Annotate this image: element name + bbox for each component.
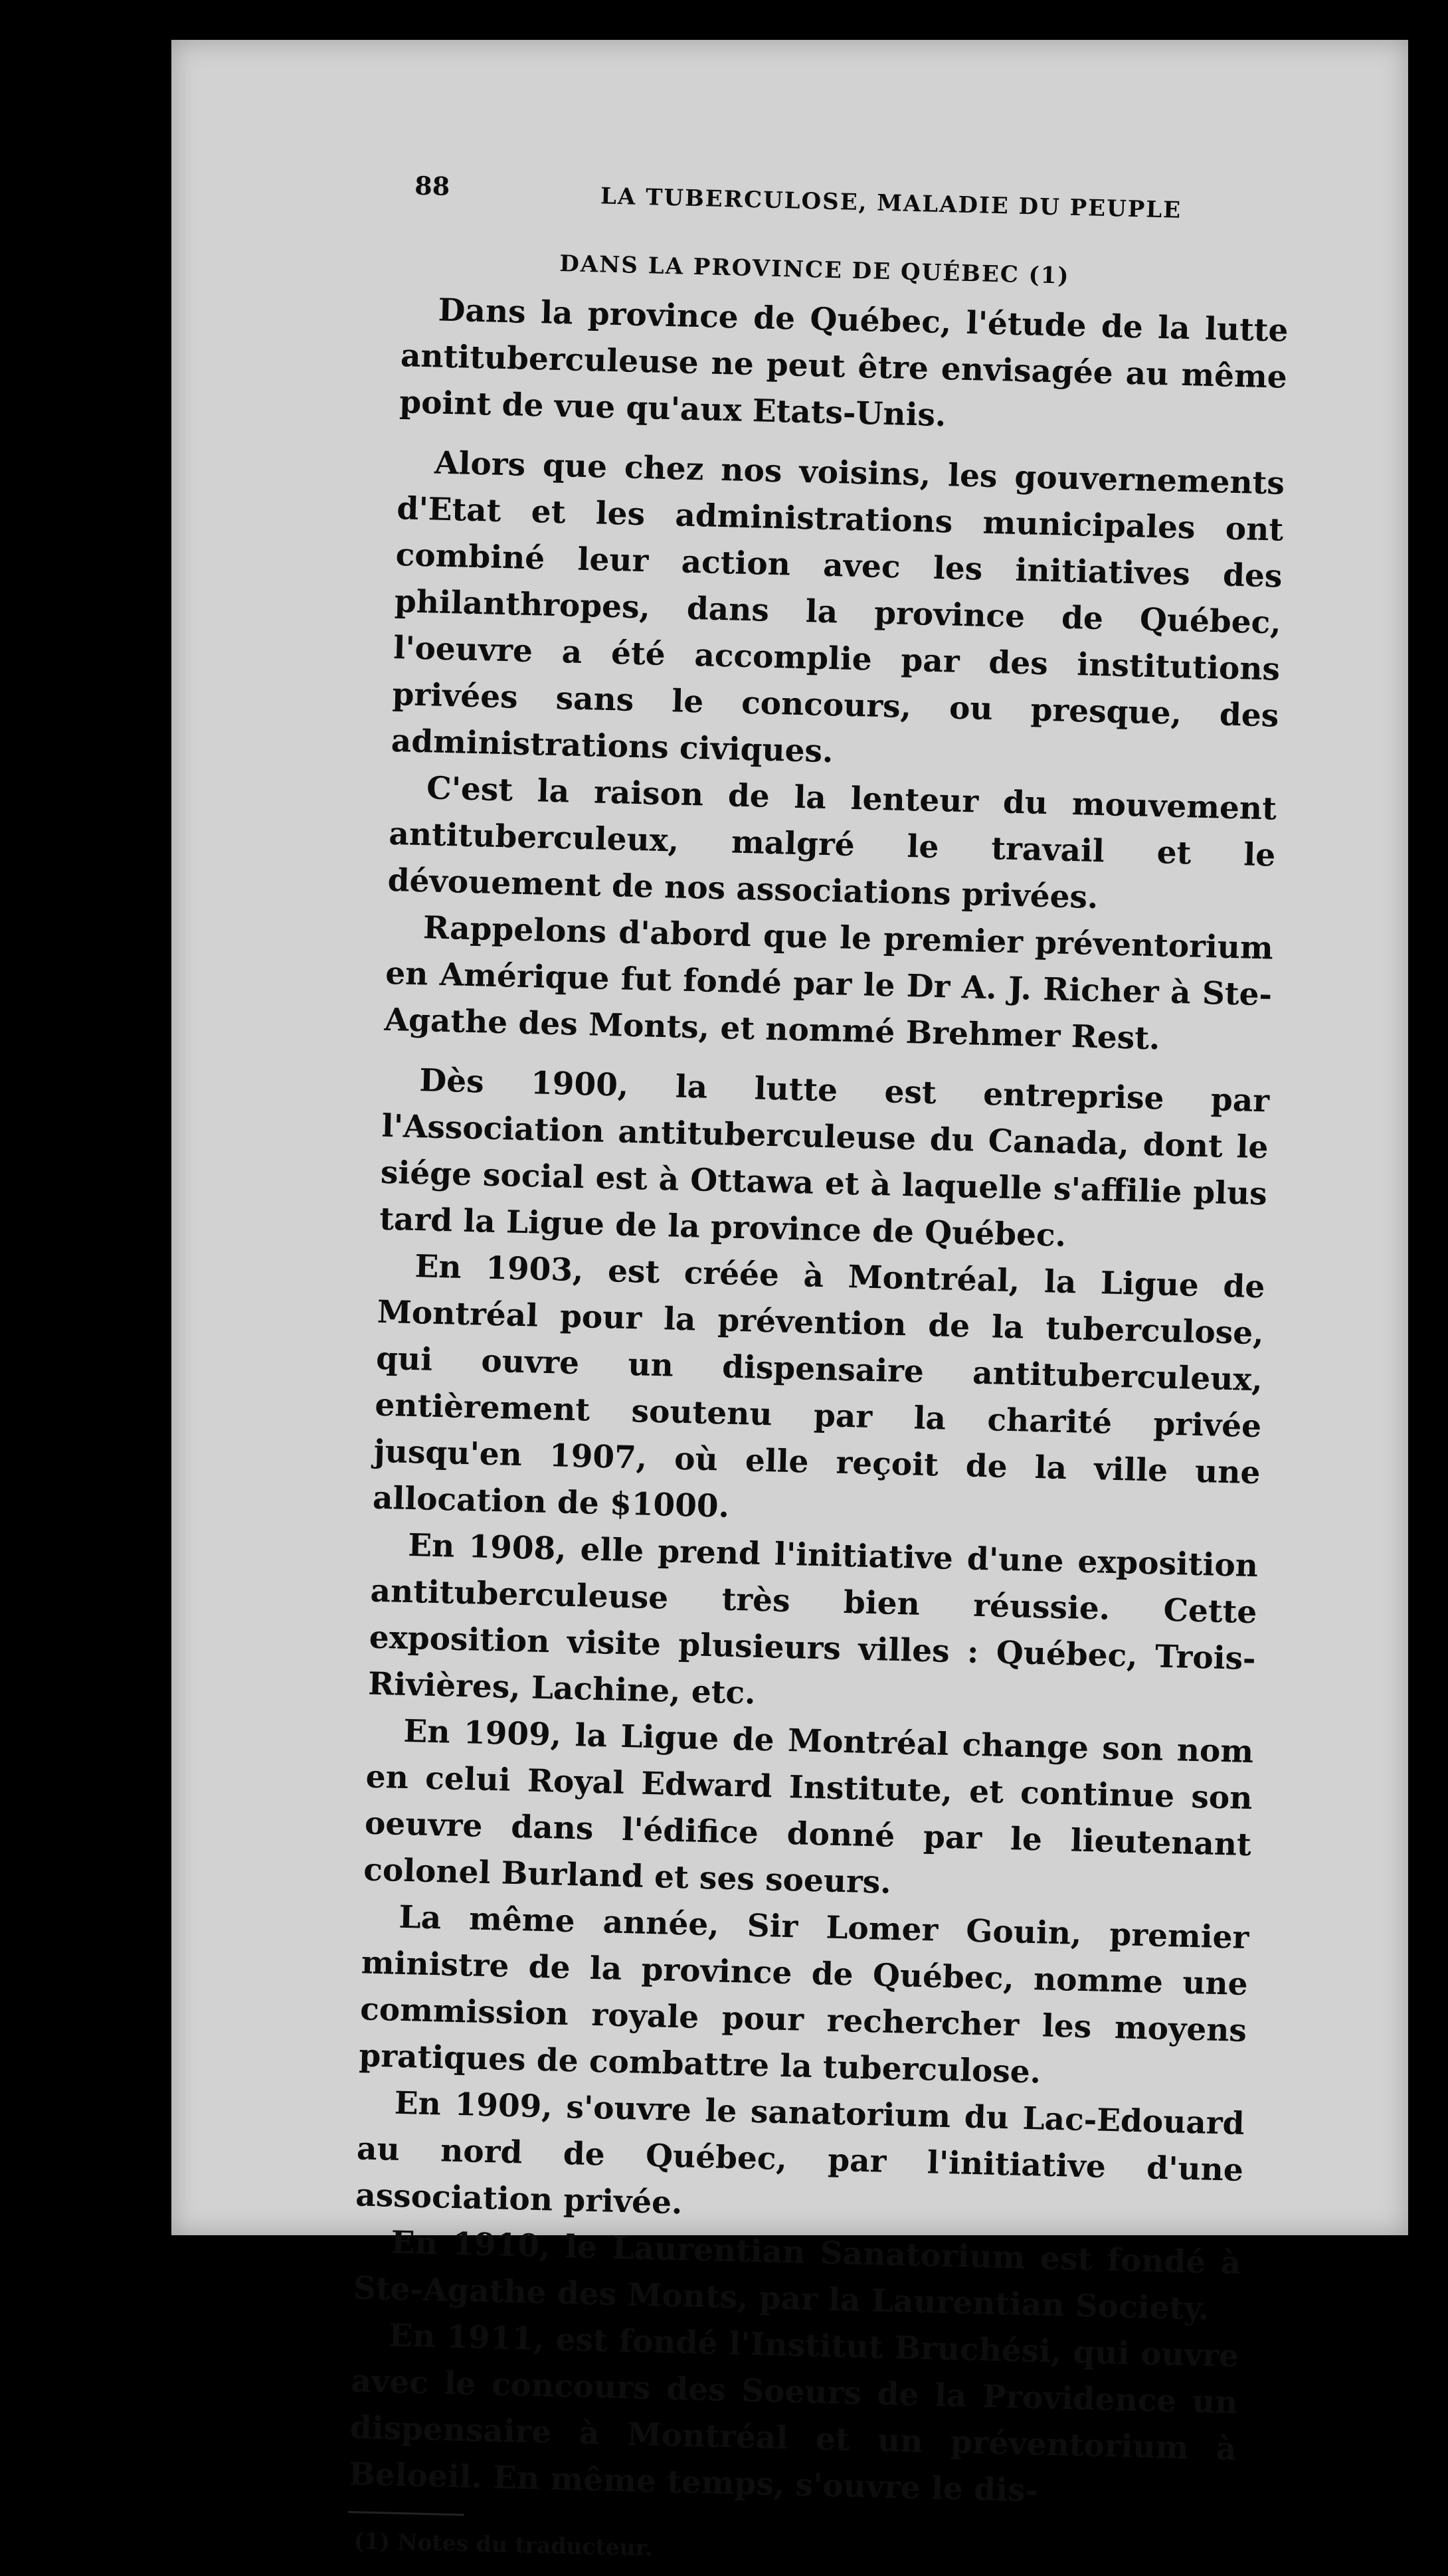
paragraph: En 1903, est créée à Montréal, la Ligue de Montréal pour la prévention de la tuberculose, qui ouvre un dispensaire antituberculeux, entièrement soutenu par la charité privée jusqu'en 1907, où elle reçoit de la ville une allocation de $1000.	[372, 1248, 1265, 1525]
paragraph: Alors que chez nos voisins, les gouvernements d'Etat et les administrations municipales ont combiné leur action avec les initiatives des philanthropes, dans la province de Québec, l'oeuvre a été accomplie par des institutions privées sans le concours, ou presque, des administrations civiques.	[391, 444, 1285, 771]
footnote-rule	[348, 2511, 464, 2516]
paragraph: En 1909, s'ouvre le sanatorium du Lac-Edouard au nord de Québec, par l'initiative d'une association privée.	[355, 2084, 1245, 2222]
scan-edge	[1411, 159, 1448, 2235]
paragraph: C'est la raison de la lenteur du mouvement antituberculeux, malgré le travail et le dévouement de nos associations privées.	[387, 770, 1277, 917]
footnote: (1) Notes du traducteur.	[353, 2528, 654, 2561]
body-text	[179, 282, 1309, 2520]
running-head: LA TUBERCULOSE, MALADIE DU PEUPLE	[600, 183, 1182, 224]
paragraph: En 1908, elle prend l'initiative d'une exposition antituberculeuse très bien réussie. Cette exposition visite plusieurs villes : Québec, Trois-Rivières, Lachine, etc.	[367, 1526, 1259, 1712]
page-number: 88	[414, 170, 450, 201]
paragraph: Dès 1900, la lutte est entreprise par l'Association antituberculeuse du Canada, dont le siége social est à Ottawa et à laquelle s'affilie plus tard la Ligue de la province de Québec.	[379, 1062, 1270, 1255]
paragraph: Dans la province de Québec, l'étude de la lutte antituberculeuse ne peut être envisagée au même point de vue qu'aux Etats-Unis.	[399, 292, 1289, 434]
section-title: DANS LA PROVINCE DE QUÉBEC (1)	[559, 250, 1070, 290]
page-content	[177, 166, 1311, 2576]
paragraph: La même année, Sir Lomer Gouin, premier ministre de la province de Québec, nomme une commission royale pour rechercher les moyens pratiques de combattre la tuberculose.	[358, 1898, 1249, 2091]
paragraph: En 1910, le Laurentian Sanatorium est fondé à Ste-Agathe des Monts, par la Laurentian Society.	[353, 2224, 1241, 2328]
paragraph: En 1909, la Ligue de Montréal change son nom en celui Royal Edward Institute, et continue son oeuvre dans l'édifice donné par le lieutenant colonel Burland et ses soeurs.	[363, 1712, 1254, 1901]
paragraph: Rappelons d'abord que le premier préventorium en Amérique fut fondé par le Dr A. J. Richer à Ste-Agathe des Monts, et nommé Brehmer Rest.	[383, 909, 1274, 1058]
paragraph: En 1911, est fondé l'Institut Bruchési, qui ouvre avec le concours des Soeurs de la Providence un dispensaire à Montréal et un préventorium à Beloeil. En même temps, s'ouvre le dis-	[348, 2317, 1239, 2510]
